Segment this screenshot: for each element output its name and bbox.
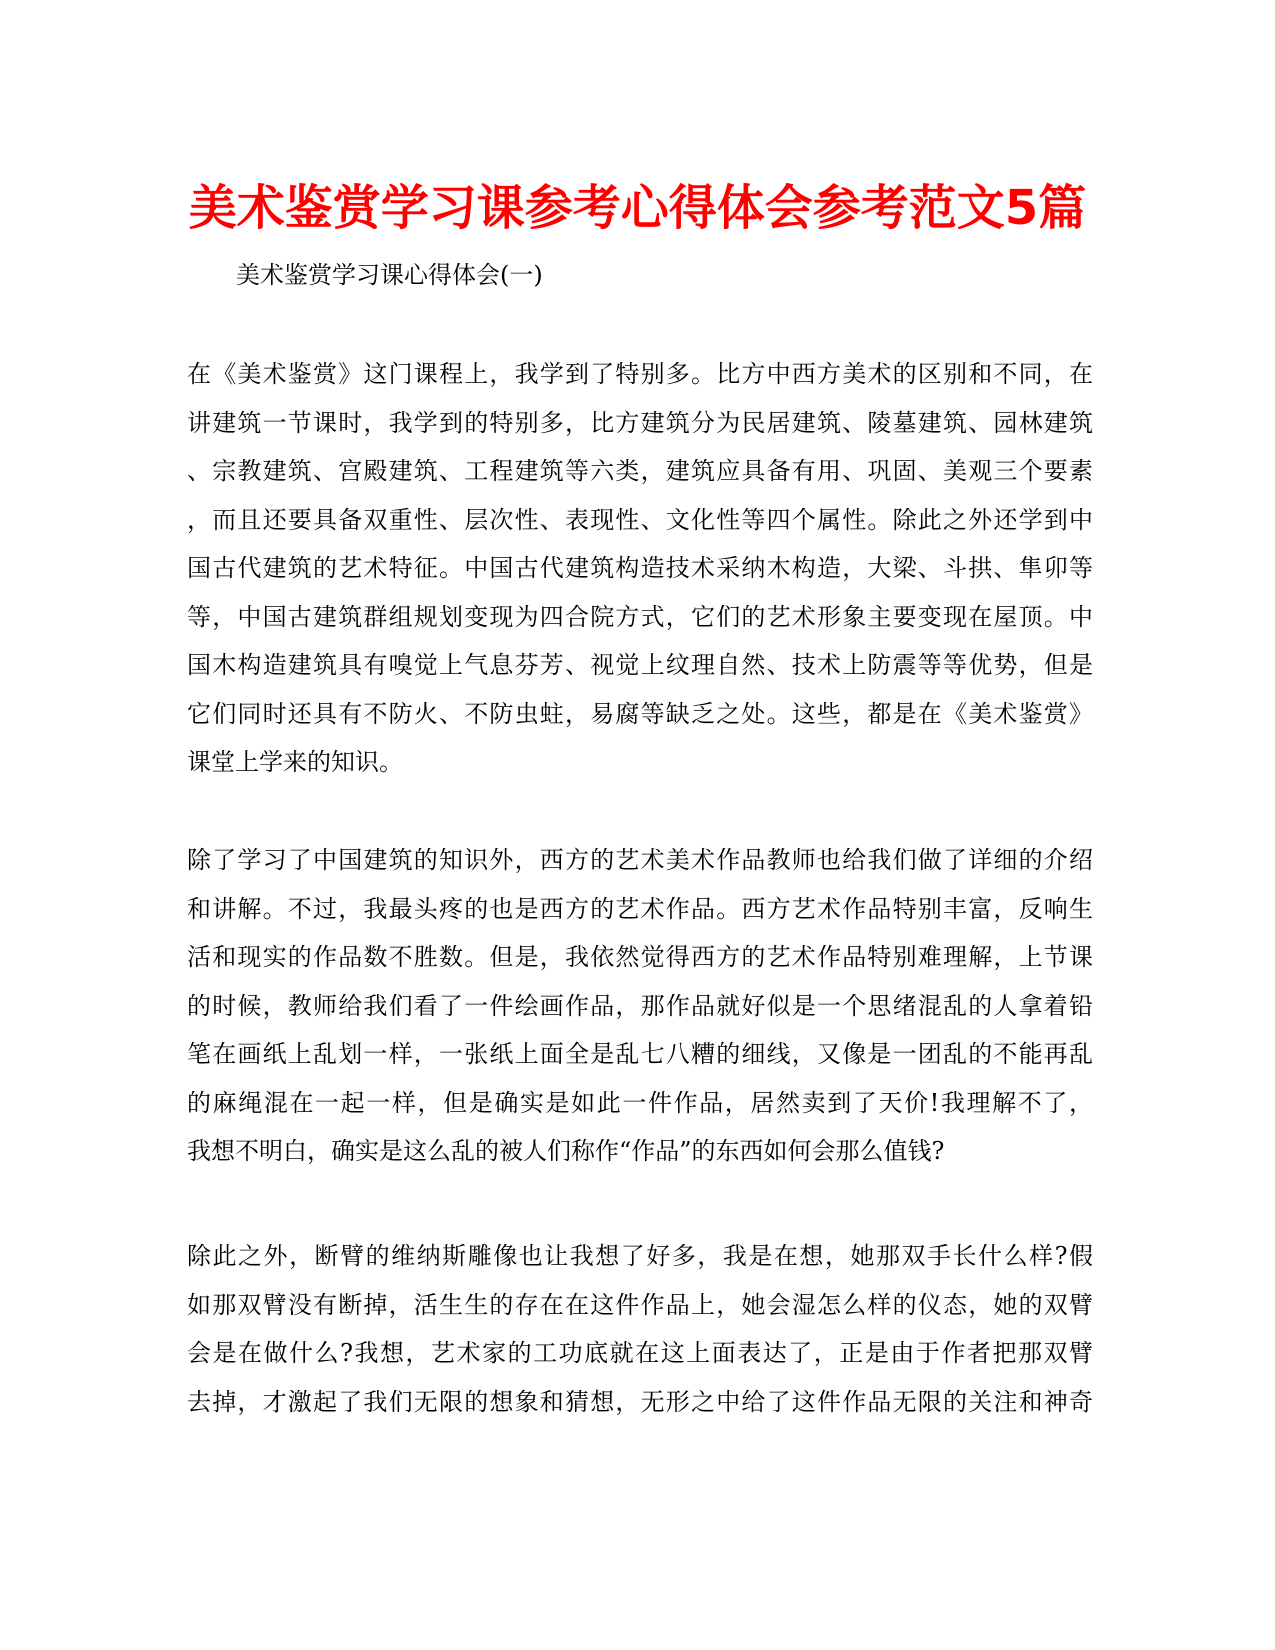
paragraph-1 xyxy=(187,350,1093,787)
paragraph-2 xyxy=(187,836,1093,1176)
paragraph-line: ，而且还要具备双重性、层次性、表现性、文化性等四个属性。除此之外还学到中 xyxy=(187,505,1093,534)
paragraph-line: 和讲解。不过，我最头疼的也是西方的艺术作品。西方艺术作品特别丰富，反响生 xyxy=(187,894,1093,923)
paragraph-line: 讲建筑一节课时，我学到的特别多，比方建筑分为民居建筑、陵墓建筑、园林建筑 xyxy=(187,408,1093,437)
document-subtitle: 美术鉴赏学习课心得体会(一) xyxy=(236,261,543,289)
paragraph-line: 、宗教建筑、宫殿建筑、工程建筑等六类，建筑应具备有用、巩固、美观三个要素 xyxy=(187,457,1093,485)
paragraph-line: 去掉，才激起了我们无限的想象和猜想，无形之中给了这件作品无限的关注和神奇 xyxy=(187,1387,1093,1416)
paragraph-line: 它们同时还具有不防火、不防虫蛀，易腐等缺乏之处。这些，都是在《美术鉴赏》 xyxy=(187,699,1093,728)
paragraph-line: 的时候，教师给我们看了一件绘画作品，那作品就好似是一个思绪混乱的人拿着铅 xyxy=(187,991,1093,1020)
paragraph-line: 活和现实的作品数不胜数。但是，我依然觉得西方的艺术作品特别难理解，上节课 xyxy=(187,943,1093,971)
paragraph-line: 除此之外，断臂的维纳斯雕像也让我想了好多，我是在想，她那双手长什么样?假 xyxy=(187,1242,1093,1270)
paragraph-line: 课堂上学来的知识。 xyxy=(187,748,403,776)
paragraph-line: 国古代建筑的艺术特征。中国古代建筑构造技术采纳木构造，大梁、斗拱、隼卯等 xyxy=(187,554,1093,582)
paragraph-line: 我想不明白，确实是这么乱的被人们称作“作品”的东西如何会那么值钱? xyxy=(187,1137,945,1165)
document-title: 美术鉴赏学习课参考心得体会参考范文5篇 xyxy=(188,180,1087,236)
paragraph-line: 的麻绳混在一起一样，但是确实是如此一件作品，居然卖到了天价!我理解不了， xyxy=(187,1088,1093,1117)
paragraph-3 xyxy=(187,1232,1093,1426)
paragraph-line: 等，中国古建筑群组规划变现为四合院方式，它们的艺术形象主要变现在屋顶。中 xyxy=(187,602,1093,631)
paragraph-line: 国木构造建筑具有嗅觉上气息芬芳、视觉上纹理自然、技术上防震等等优势，但是 xyxy=(187,651,1093,679)
paragraph-line: 会是在做什么?我想，艺术家的工功底就在这上面表达了，正是由于作者把那双臂 xyxy=(187,1339,1093,1367)
paragraph-line: 笔在画纸上乱划一样，一张纸上面全是乱七八糟的细线，又像是一团乱的不能再乱 xyxy=(187,1040,1093,1068)
paragraph-line: 如那双臂没有断掉，活生生的存在在这件作品上，她会湿怎么样的仪态，她的双臂 xyxy=(187,1290,1093,1319)
paragraph-line: 在《美术鉴赏》这门课程上，我学到了特别多。比方中西方美术的区别和不同，在 xyxy=(187,360,1093,388)
paragraph-line: 除了学习了中国建筑的知识外，西方的艺术美术作品教师也给我们做了详细的介绍 xyxy=(187,846,1093,874)
